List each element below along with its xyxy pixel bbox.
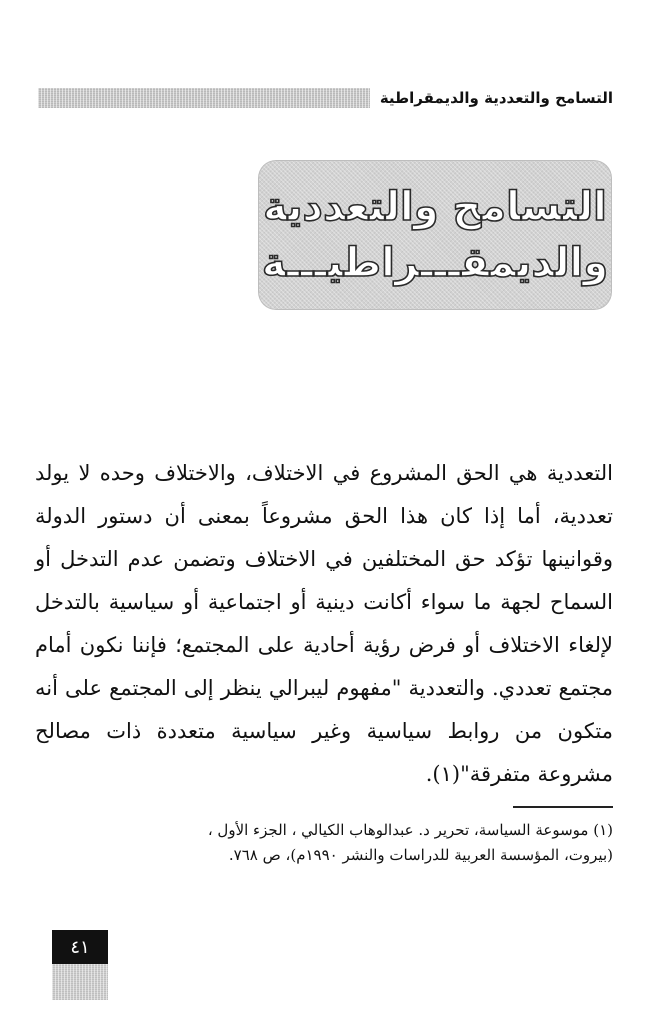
body-text (35, 452, 613, 796)
footnote-divider (513, 806, 613, 808)
footnote-line-1: (١) موسوعة السياسة، تحرير د. عبدالوهاب الكيالي ، الجزء الأول ، (207, 821, 613, 839)
body-paragraph: التعددية هي الحق المشروع في الاختلاف، والاختلاف وحده لا يولد تعددية، أما إذا كان هذا الحق مشروعاً بمعنى أن دستور الدولة وقوانينها تؤكد حق المختلفين في الاختلاف وتضمن عدم التدخل أو السماح لجهة ما سواء أكانت دينية أو اجتماعية أو سياسية بالتدخل لإلغاء الاختلاف أو فرض رؤية أحادية على المجتمع؛ فإننا نكون أمام مجتمع تعددي. والتعددية "مفهوم ليبرالي ينظر إلى المجتمع على أنه متكون من روابط سياسية وغير سياسية متعددة ذات مصالح مشروعة متفرقة"(١). (35, 461, 613, 786)
page-number: ٤١ (52, 930, 108, 964)
running-header-pattern-bar (38, 88, 370, 108)
page-number-pattern (52, 964, 108, 1000)
chapter-title-box (258, 160, 612, 310)
chapter-title-line-2: والديمقـــراطيـــة (261, 240, 609, 286)
running-header (38, 86, 613, 110)
running-header-title: التسامح والتعددية والديمقراطية (379, 89, 613, 107)
chapter-title-line-1: التسامح والتعددية (263, 184, 607, 230)
footnote-line-2: (بيروت، المؤسسة العربية للدراسات والنشر ١٩٩٠م)، ص ٧٦٨. (228, 846, 613, 864)
footnote (53, 818, 613, 868)
